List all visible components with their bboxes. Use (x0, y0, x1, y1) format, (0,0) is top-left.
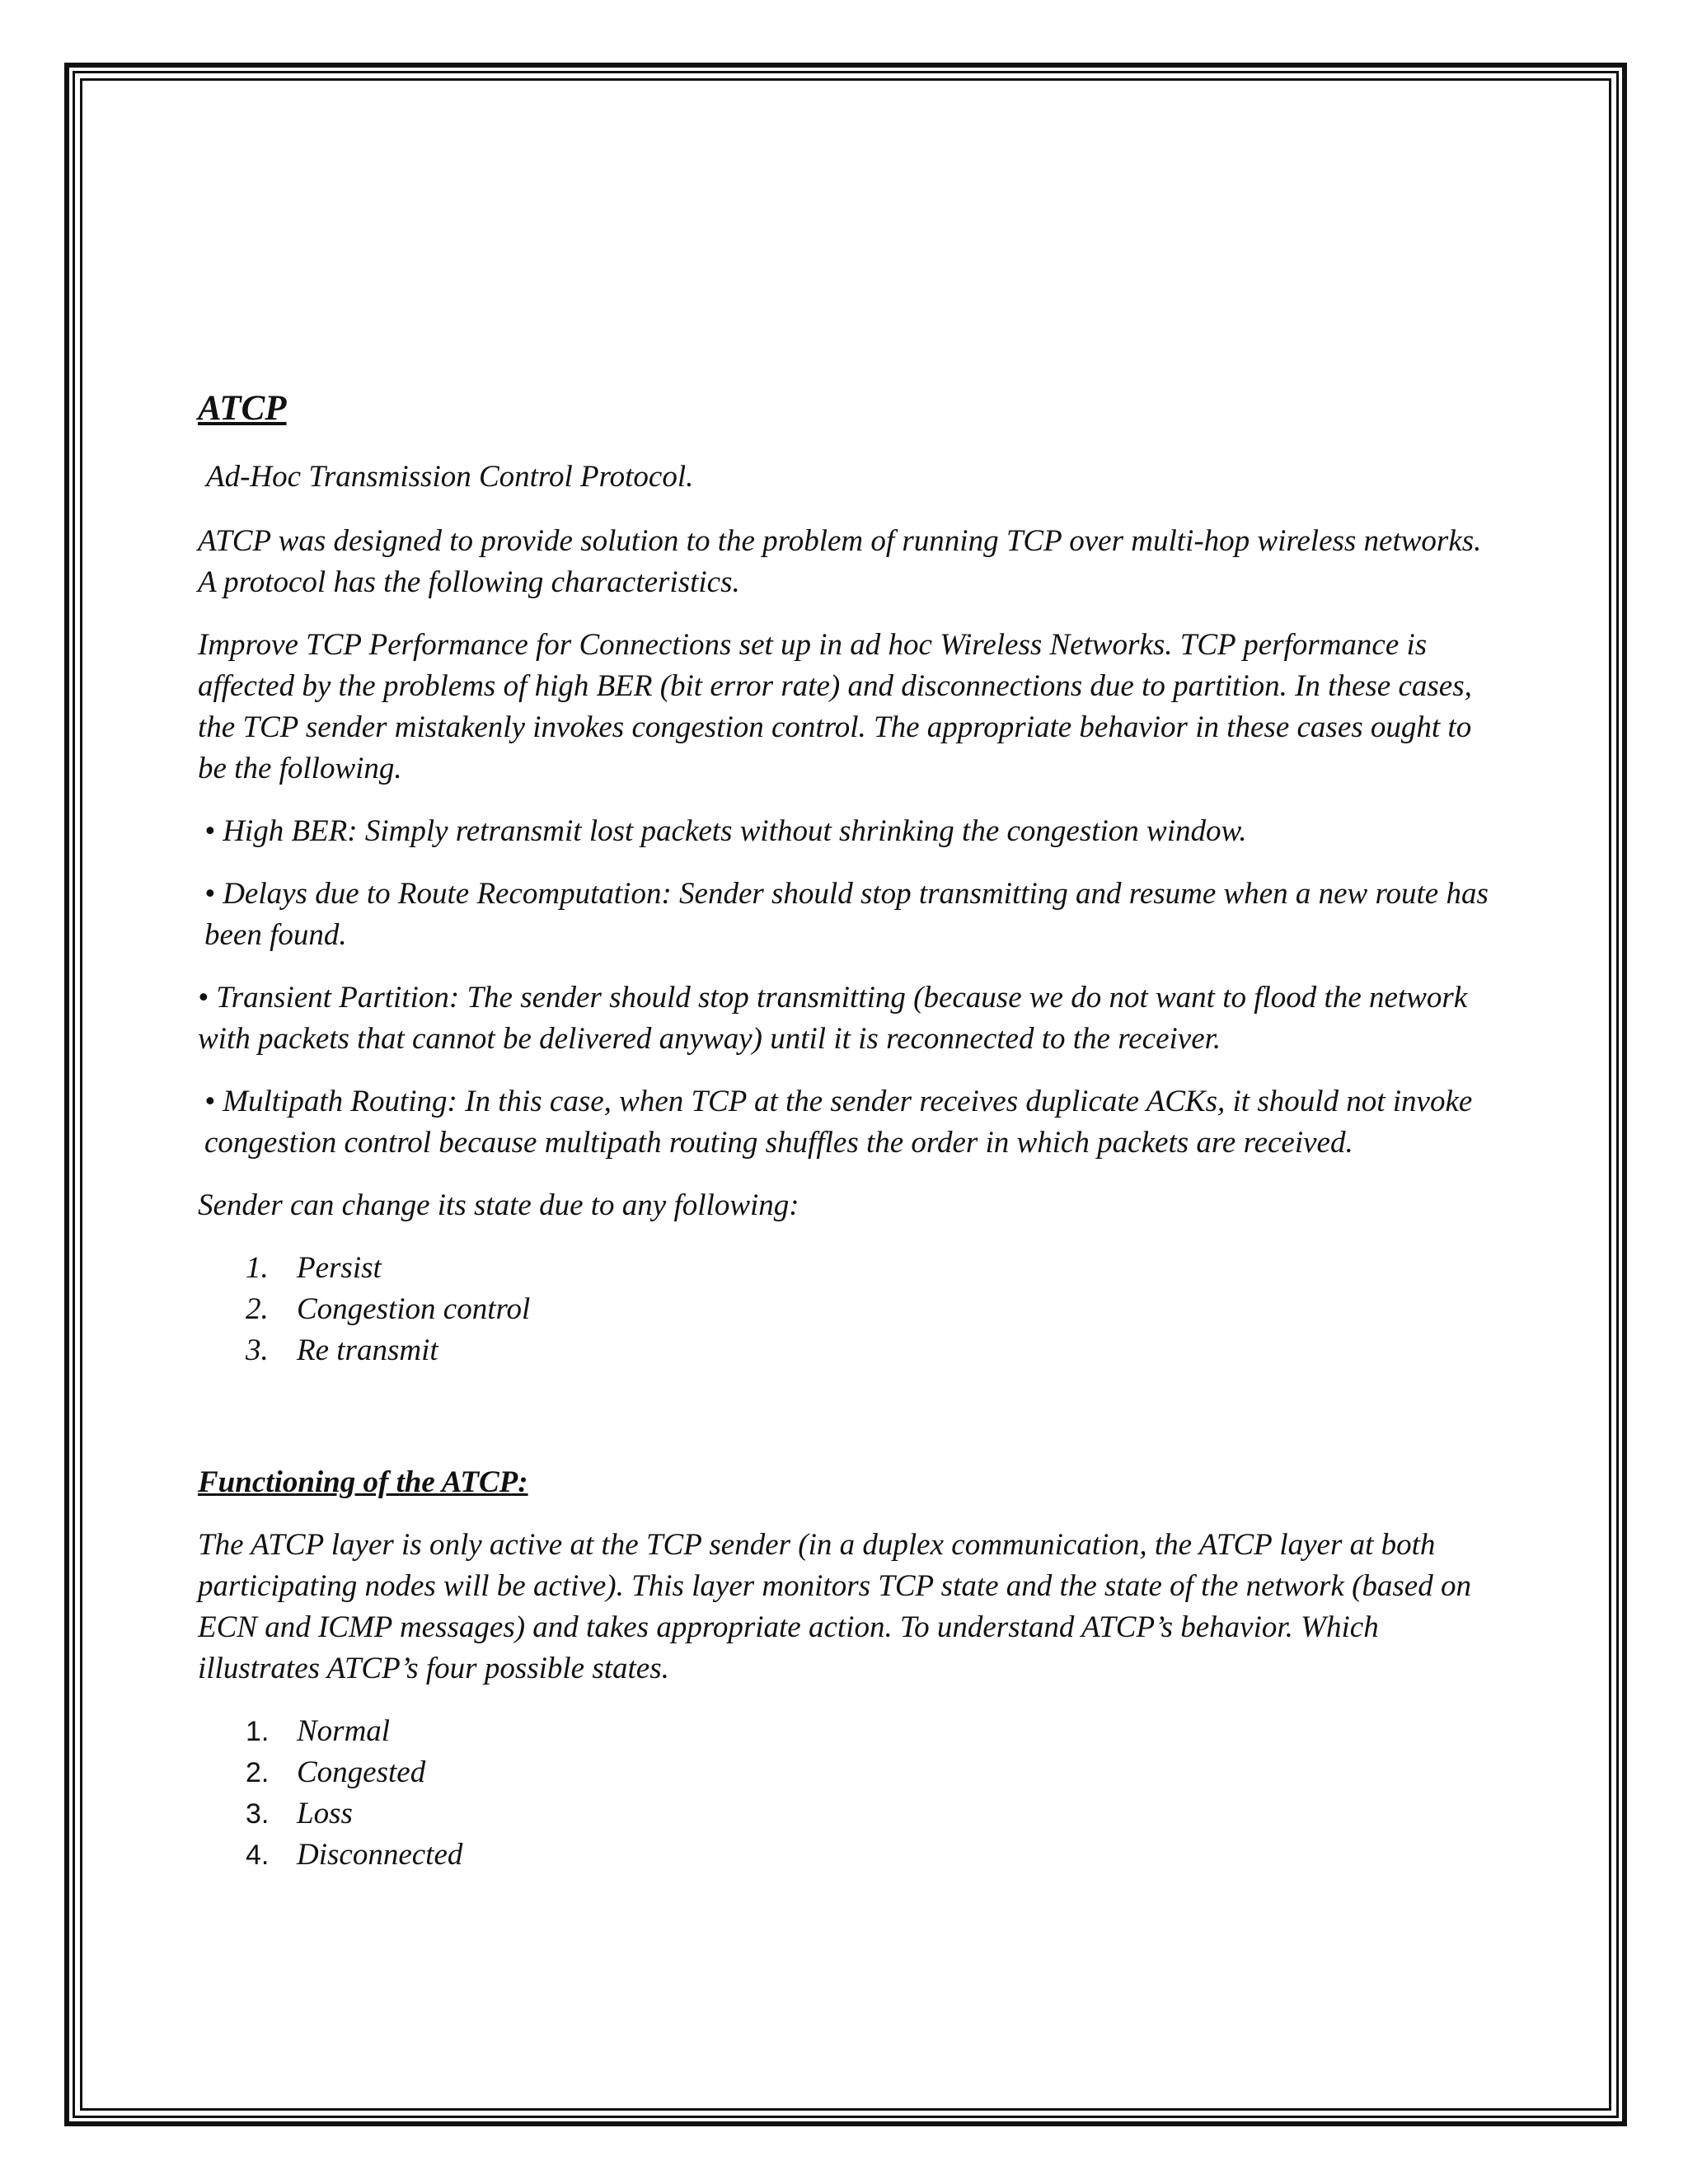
bullet-multipath-routing: • Multipath Routing: In this case, when TCP at the sender receives duplicate ACKs, it should not invoke congestion control because multipath routing shuffles the order in which packets are received. (204, 1085, 1473, 1160)
list-item (198, 1248, 1492, 1289)
list-number: 3. (246, 1333, 269, 1367)
list-item (198, 1330, 1492, 1371)
list-item-label: Congested (297, 1755, 426, 1789)
document-subtitle: Ad-Hoc Transmission Control Protocol. (206, 460, 694, 494)
atcp-states-list (198, 1711, 1492, 1876)
list-number: 2. (246, 1757, 270, 1788)
list-number: 3. (246, 1798, 270, 1830)
list-item (198, 1793, 1492, 1835)
functioning-paragraph: The ATCP layer is only active at the TCP sender (in a duplex communication, the ATCP layer at both participating nodes will be active). This layer monitors TCP state and the state of the network (based on ECN and ICMP messages) and takes appropriate action. To understand ATCP’s behavior. Which illustrates ATCP’s four possible states. (198, 1528, 1471, 1685)
sender-states-list (198, 1248, 1492, 1371)
list-item-label: Normal (297, 1714, 391, 1748)
list-item-label: Loss (297, 1797, 353, 1830)
list-item (198, 1752, 1492, 1793)
document-title: ATCP (198, 389, 287, 428)
list-item-label: Re transmit (297, 1333, 438, 1367)
list-item-label: Persist (297, 1251, 382, 1285)
functioning-heading: Functioning of the ATCP: (198, 1465, 528, 1499)
list-item (198, 1835, 1492, 1876)
improve-paragraph: Improve TCP Performance for Connections set up in ad hoc Wireless Networks. TCP performance is affected by the problems of high BER (bit error rate) and disconnections due to partition. In these cases, the TCP sender mistakenly invokes congestion control. The appropriate behavior in these cases ought to be the following. (198, 628, 1472, 785)
list-number: 2. (246, 1292, 269, 1326)
list-number: 1. (246, 1251, 269, 1285)
sender-intro: Sender can change its state due to any following: (198, 1188, 799, 1222)
list-number: 1. (246, 1716, 270, 1747)
list-item (198, 1289, 1492, 1330)
document-body (198, 386, 1492, 1876)
bullet-transient-partition: • Transient Partition: The sender should stop transmitting (because we do not want to flood the network with packets that cannot be delivered anyway) until it is reconnected to the receiver. (198, 981, 1468, 1056)
list-item (198, 1711, 1492, 1752)
list-item-label: Congestion control (297, 1292, 531, 1326)
list-number: 4. (246, 1840, 270, 1871)
bullet-route-recomputation: • Delays due to Route Recomputation: Sender should stop transmitting and resume when a new route has been found. (204, 877, 1489, 952)
bullet-high-ber: • High BER: Simply retransmit lost packets without shrinking the congestion window. (204, 814, 1247, 848)
intro-paragraph: ATCP was designed to provide solution to the problem of running TCP over multi-hop wireless networks. A protocol has the following characteristics. (198, 524, 1482, 599)
list-item-label: Disconnected (297, 1838, 463, 1872)
